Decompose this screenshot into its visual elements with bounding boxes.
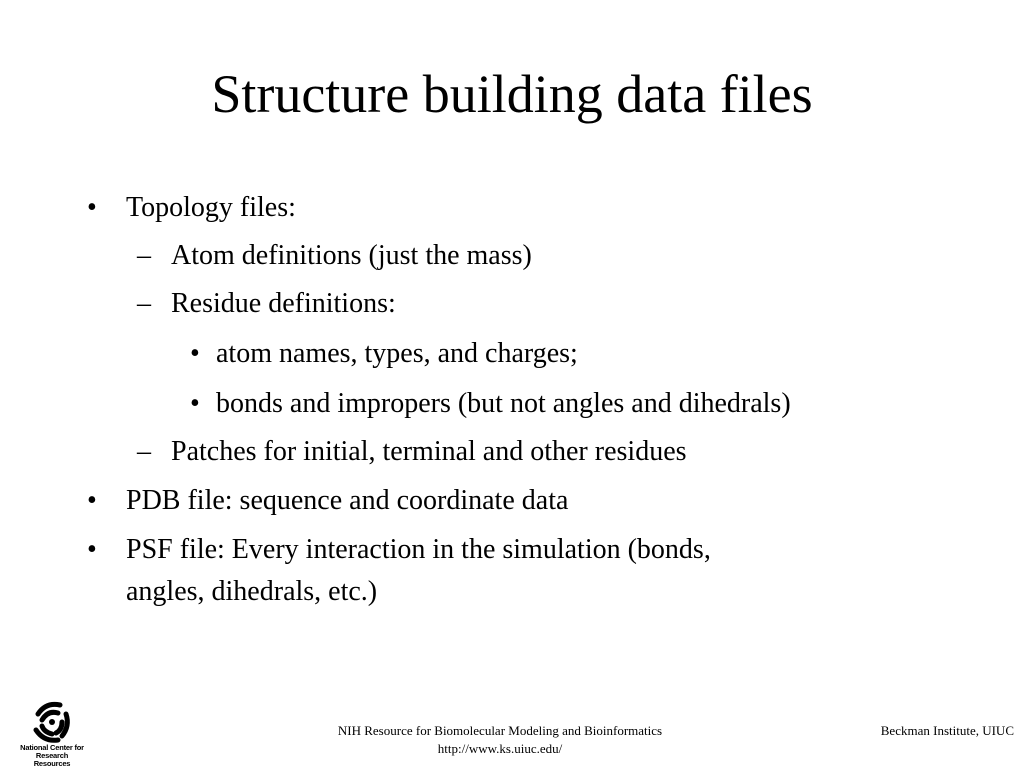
footer-institute: Beckman Institute, UIUC bbox=[880, 723, 1014, 738]
bullet-text: angles, dihedrals, etc.) bbox=[126, 576, 378, 607]
bullet-text: Topology files: bbox=[126, 192, 296, 223]
bullet-marker: • bbox=[87, 485, 97, 516]
bullet-marker: – bbox=[137, 436, 151, 467]
footer-affiliation: NIH Resource for Biomolecular Modeling and Bioinformatics bbox=[337, 723, 663, 738]
logo-caption-line: National Center for bbox=[20, 743, 84, 752]
bullet-item bbox=[137, 236, 532, 276]
bullet-marker: • bbox=[87, 192, 97, 223]
bullet-text: Patches for initial, terminal and other residues bbox=[171, 436, 687, 467]
bullet-item-continuation bbox=[126, 572, 377, 612]
logo-caption bbox=[18, 744, 86, 768]
bullet-item bbox=[87, 530, 711, 570]
bullet-item bbox=[87, 481, 569, 521]
bullet-item bbox=[137, 284, 396, 324]
bullet-marker: • bbox=[190, 388, 200, 419]
bullet-text: Residue definitions: bbox=[171, 288, 396, 319]
bullet-text: Atom definitions (just the mass) bbox=[171, 240, 532, 271]
footer-url: http://www.ks.uiuc.edu/ bbox=[437, 741, 563, 756]
bullet-text: PDB file: sequence and coordinate data bbox=[126, 485, 569, 516]
slide-title: Structure building data files bbox=[211, 64, 813, 124]
bullet-marker: • bbox=[87, 534, 97, 565]
ncrr-logo bbox=[18, 700, 86, 768]
logo-caption-line: Research Resources bbox=[33, 751, 71, 768]
bullet-text: bonds and impropers (but not angles and dihedrals) bbox=[216, 388, 791, 419]
ncrr-logo-icon bbox=[18, 700, 86, 744]
bullet-marker: • bbox=[190, 338, 200, 369]
bullet-text: atom names, types, and charges; bbox=[216, 338, 578, 369]
bullet-item bbox=[190, 384, 791, 424]
bullet-marker: – bbox=[137, 288, 151, 319]
bullet-item bbox=[137, 432, 687, 472]
bullet-text: PSF file: Every interaction in the simulation (bonds, bbox=[126, 534, 711, 565]
bullet-marker: – bbox=[137, 240, 151, 271]
footer-center bbox=[300, 722, 700, 758]
bullet-item bbox=[190, 334, 578, 374]
bullet-item bbox=[87, 188, 296, 228]
